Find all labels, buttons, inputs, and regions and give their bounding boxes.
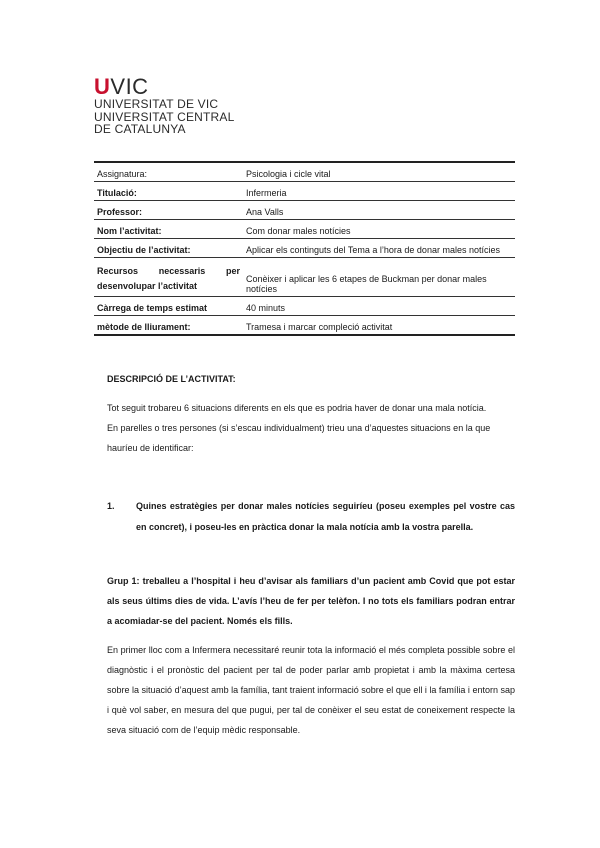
table-row (94, 316, 515, 336)
table-row (94, 182, 515, 201)
intro-paragraph-2: En parelles o tres persones (si s’escau individualment) trieu una d’aquestes situacions en la que hauríeu de identificar: (107, 423, 491, 453)
row-label: Titulació: (94, 182, 243, 201)
intro-paragraph-1: Tot seguit trobareu 6 situacions diferents en els que es podria haver de donar una mala notícia. (107, 403, 487, 413)
table-row (94, 162, 515, 182)
row-label: Objectiu de l’activitat: (94, 239, 243, 258)
row-value: Conèixer i aplicar les 6 etapes de Buckman per donar males notícies (243, 258, 515, 297)
table-row (94, 201, 515, 220)
row-value: Tramesa i marcar compleció activitat (243, 316, 515, 336)
list-item-number: 1. (107, 501, 115, 511)
table-row (94, 297, 515, 316)
row-value: Ana Valls (243, 201, 515, 220)
logo-mark (94, 76, 235, 98)
group-1-description: Grup 1: treballeu a l’hospital i heu d’avisar als familiars d’un pacient amb Covid que pot estar als seus últims dies de vida. L’avís l’heu de fer per telèfon. I no tots els familiars podran entrar a acomiadar-se del pacient. Només els fills. (107, 576, 515, 626)
row-value: Com donar males notícies (243, 220, 515, 239)
row-label: Professor: (94, 201, 243, 220)
logo-line-2: UNIVERSITAT CENTRAL (94, 109, 235, 124)
university-logo (94, 76, 235, 136)
row-label: Nom l’activitat: (94, 220, 243, 239)
row-value: Aplicar els continguts del Tema a l’hora de donar males notícies (243, 239, 515, 258)
activity-info-table (94, 161, 515, 336)
logo-line-3: DE CATALUNYA (94, 122, 186, 136)
row-value: Psicologia i cicle vital (243, 162, 515, 182)
row-label: Recursos necessaris per desenvolupar l’activitat (94, 258, 243, 297)
list-item (107, 496, 515, 538)
table-row (94, 258, 515, 297)
logo-mark-rest: VIC (110, 74, 149, 99)
table-row (94, 220, 515, 239)
logo-mark-u: U (94, 74, 111, 99)
section-heading: DESCRIPCIÓ DE L’ACTIVITAT: (107, 374, 236, 384)
row-label: mètode de lliurament: (94, 316, 243, 336)
row-value: Infermeria (243, 182, 515, 201)
table-row (94, 239, 515, 258)
row-value: 40 minuts (243, 297, 515, 316)
row-label: Assignatura: (94, 162, 243, 182)
logo-line-1: UNIVERSITAT DE VIC (94, 97, 219, 111)
row-label: Càrrega de temps estimat (94, 297, 243, 316)
group-1-answer-paragraph: En primer lloc com a Infermera necessitaré reunir tota la informació el més completa possible sobre el diagnòstic i el pronòstic del pacient per tal de poder parlar amb propietat i amb la màxima certesa sobre la situació d’aquest amb la família, tant traient informació sobre el que ell i la família i entorn sap i què vol saber, en mesura del que pugui, per tal de conèixer el seu estat de coneixement respecte la seva situació com de l’equip mèdic responsable. (107, 645, 515, 735)
list-item-text: Quines estratègies per donar males notícies seguiríeu (poseu exemples pel vostre cas en concret), i poseu-les en pràctica donar la mala notícia amb la vostra parella. (136, 501, 515, 532)
